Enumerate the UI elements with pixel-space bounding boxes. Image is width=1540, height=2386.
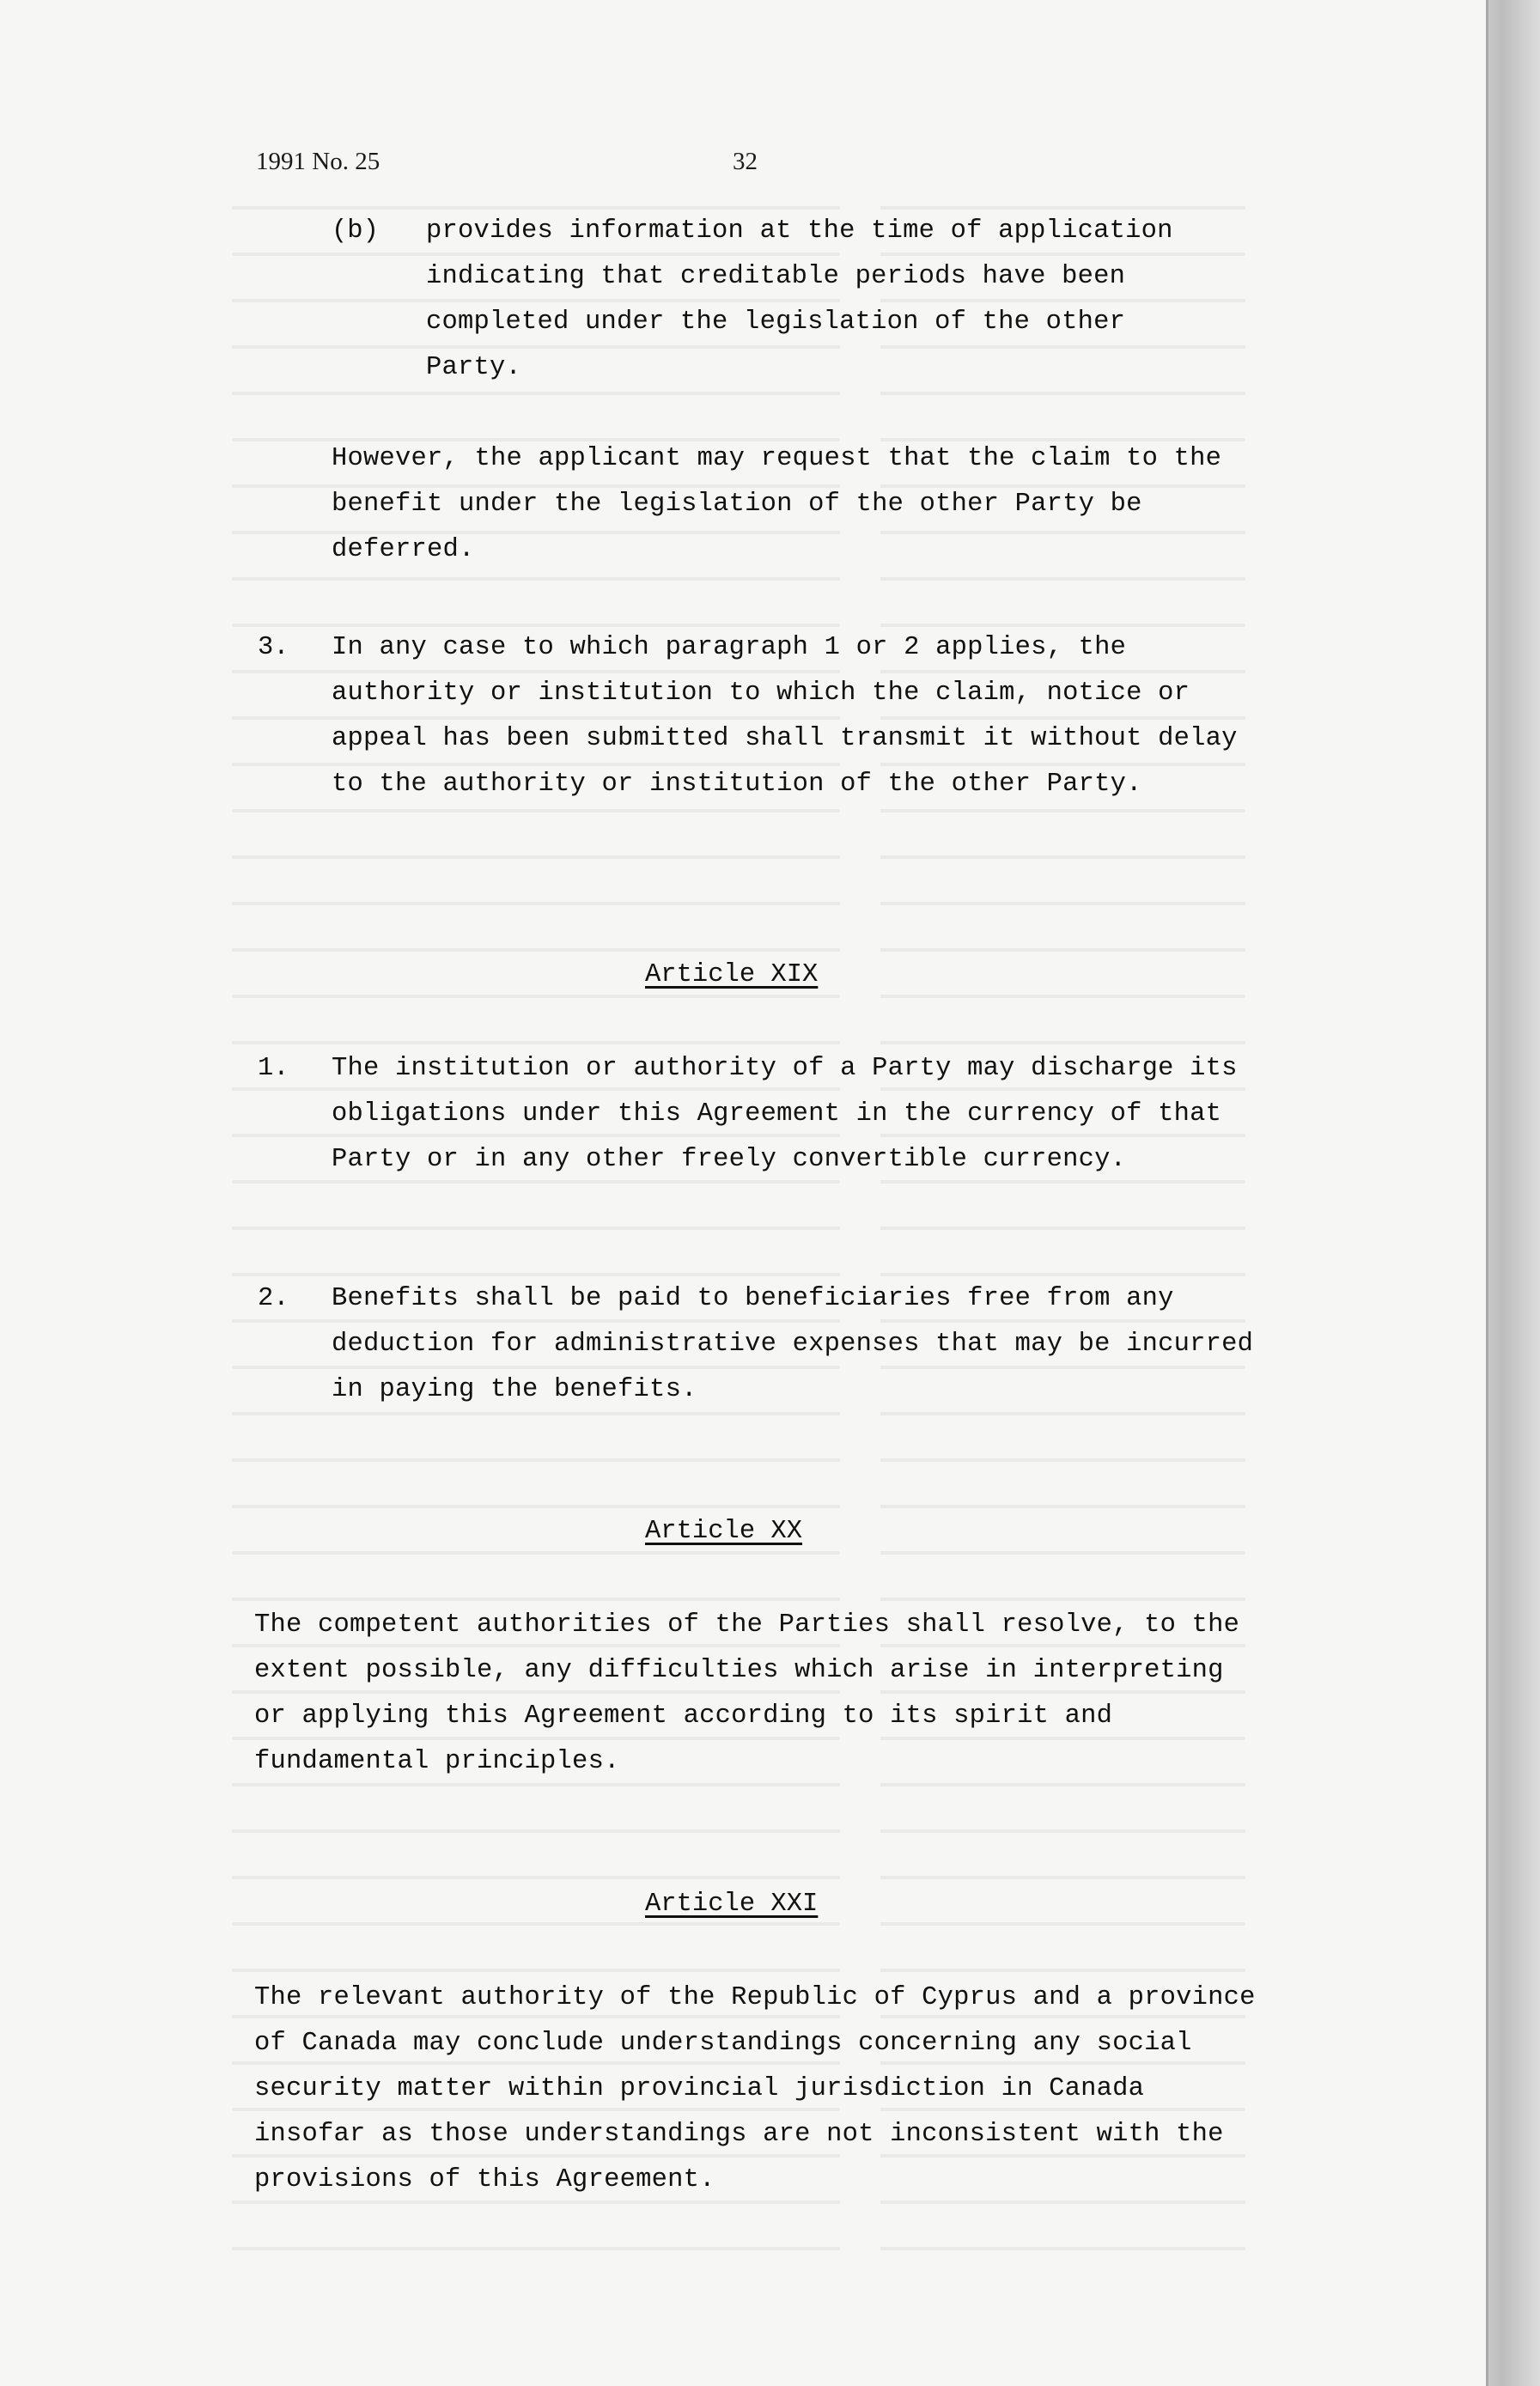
article-19-p1-number: 1. (258, 1054, 289, 1083)
sub-b-text: provides information at the time of application indicating that creditable periods have been completed under the legislation of the other Party. (426, 216, 1173, 382)
page-number: 32 (733, 148, 758, 175)
para3-number: 3. (258, 633, 289, 662)
article-20-text: The competent authorities of the Parties shall resolve, to the extent possible, any difficulties which arise in interpreting or applying this Agreement according to its spirit and fundamental principles. (254, 1610, 1240, 1776)
article-19-heading: Article XIX (645, 960, 819, 989)
citation: 1991 No. 25 (256, 148, 380, 175)
article-19-p1-text: The institution or authority of a Party may discharge its obligations under this Agreement in the currency of that Party or in any other freely convertible currency. (332, 1054, 1238, 1174)
page-header (256, 148, 758, 176)
sub-b-label: (b) (332, 216, 379, 246)
however-paragraph: However, the applicant may request that the claim to the benefit under the legislation of the other Party be deferred. (332, 444, 1222, 564)
article-19-p2-number: 2. (258, 1284, 289, 1313)
page-edge-shadow (1486, 0, 1540, 2386)
article-21-heading: Article XXI (645, 1890, 819, 1919)
article-19-p2-text: Benefits shall be paid to beneficiaries free from any deduction for administrative expenses that may be incurred in paying the benefits. (332, 1284, 1254, 1404)
article-21-text: The relevant authority of the Republic of Cyprus and a province of Canada may conclude understandings concerning any social security matter within provincial jurisdiction in Canada insofar as those understandings are not inconsistent with the provisions of this Agreement. (254, 1983, 1256, 2194)
article-20-heading: Article XX (645, 1517, 803, 1546)
para3-text: In any case to which paragraph 1 or 2 applies, the authority or institution to which the claim, notice or appeal has been submitted shall transmit it without delay to the authority or institution of the other Party. (332, 633, 1238, 799)
